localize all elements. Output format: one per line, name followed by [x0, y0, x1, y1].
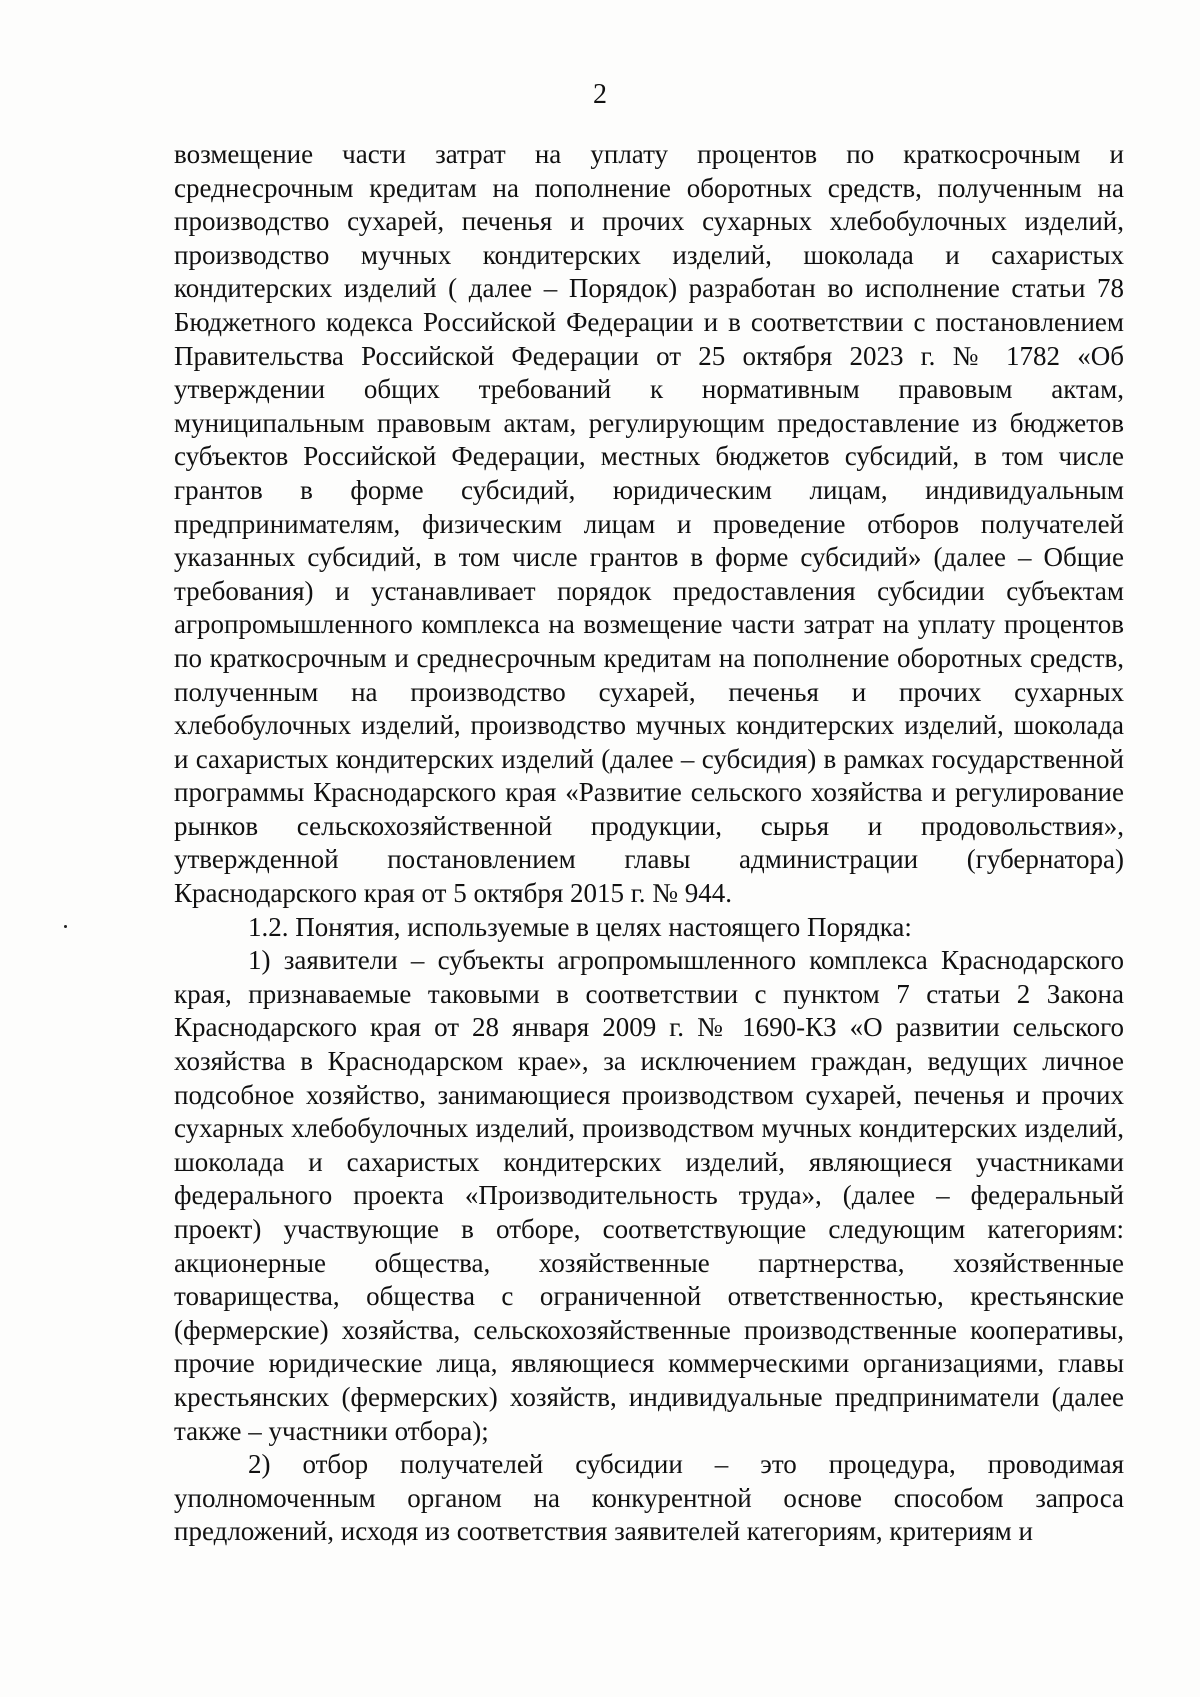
paragraph-section-1-2: 1.2. Понятия, используемые в целях настоящего Порядка: [248, 911, 912, 942]
page-number: 2 [593, 79, 607, 110]
paragraph-item-2: 2) отбор получателей субсидии – это процедура, проводимая уполномоченным органом на конкурентной основе способом запроса предложений, исходя из соответствия заявителей категориям, критериям и [174, 1449, 1124, 1547]
scan-speck [64, 925, 67, 928]
paragraph-intro-continuation: возмещение части затрат на уплату процентов по краткосрочным и среднесрочным кредитам на пополнение оборотных средств, полученным на производство сухарей, печенья и прочих сухарных хлебобулочных изделий, производство мучных кондитерских изделий, шоколада и сахаристых кондитерских изделий ( далее – Порядок) разработан во исполнение статьи 78 Бюджетного кодекса Российской Федерации и в соответствии с постановлением Правительства Российской Федерации от 25 октября 2023 г. № 1782 «Об утверждении общих требований к нормативным правовым актам, муниципальным правовым актам, регулирующим предоставление из бюджетов субъектов Российской Федерации, местных бюджетов субсидий, в том числе грантов в форме субсидий, юридическим лицам, индивидуальным предпринимателям, физическим лицам и проведение отборов получателей указанных субсидий, в том числе грантов в форме субсидий» (далее – Общие требования) и устанавливает порядок предоставления субсидии субъектам агропромышленного комплекса на возмещение части затрат на уплату процентов по краткосрочным и среднесрочным кредитам на пополнение оборотных средств, полученным на производство сухарей, печенья и прочих сухарных хлебобулочных изделий, производство мучных кондитерских изделий, шоколада и сахаристых кондитерских изделий (далее – субсидия) в рамках государственной программы Краснодарского края «Развитие сельского хозяйства и регулирование рынков сельскохозяйственной продукции, сырья и продовольствия», утвержденной постановлением главы администрации (губернатора) Краснодарского края от 5 октября 2015 г. № 944. [174, 139, 1124, 909]
document-body [174, 138, 1124, 1549]
paragraph-item-1: 1) заявители – субъекты агропромышленного комплекса Краснодарского края, признаваемые таковыми в соответствии с пунктом 7 статьи 2 Закона Краснодарского края от 28 января 2009 г. № 1690-КЗ «О развитии сельского хозяйства в Краснодарском крае», за исключением граждан, ведущих личное подсобное хозяйство, занимающиеся производством сухарей, печенья и прочих сухарных хлебобулочных изделий, производством мучных кондитерских изделий, шоколада и сахаристых кондитерских изделий, являющиеся участниками федерального проекта «Производительность труда», (далее – федеральный проект) участвующие в отборе, соответствующие следующим категориям: акционерные общества, хозяйственные партнерства, хозяйственные товарищества, общества с ограниченной ответственностью, крестьянские (фермерские) хозяйства, сельскохозяйственные производственные кооперативы, прочие юридические лица, являющиеся коммерческими организациями, главы крестьянских (фермерских) хозяйств, индивидуальные предприниматели (далее также – участники отбора); [174, 945, 1124, 1446]
